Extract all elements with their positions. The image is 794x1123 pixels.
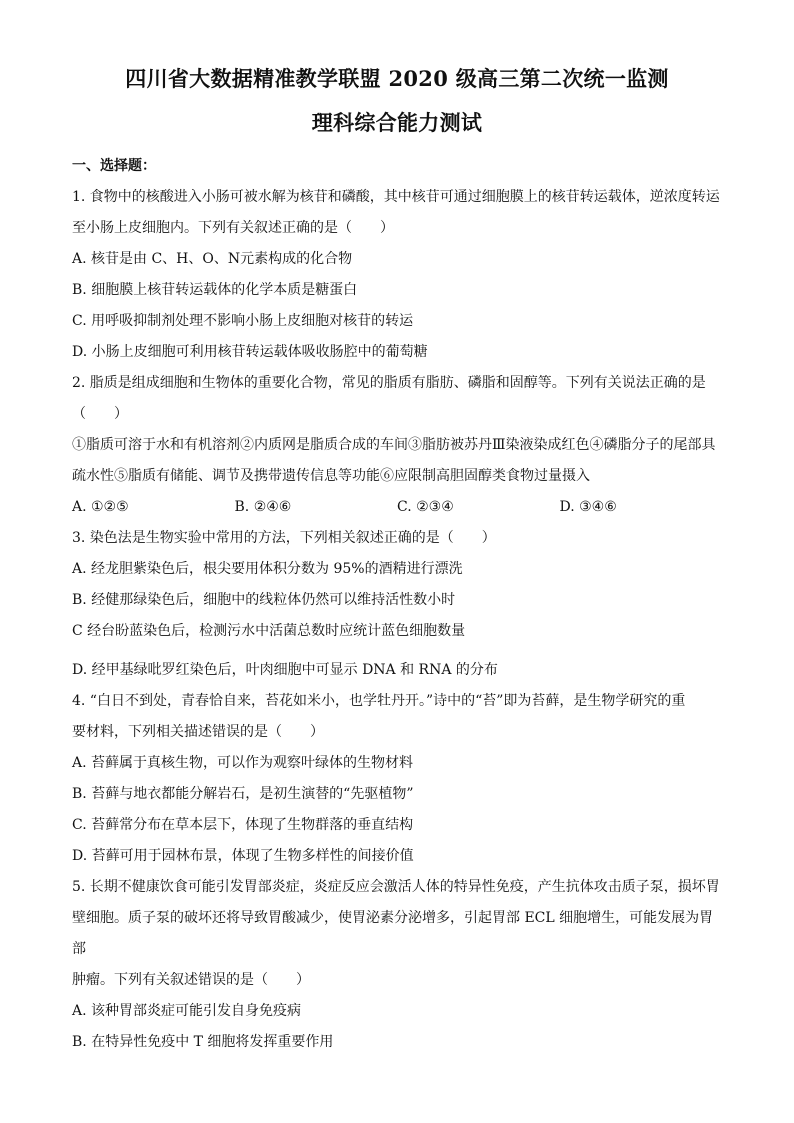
question-4-stem-line2: 要材料，下列相关描述错误的是（ ） [72,724,324,740]
question-3-stem: 3. 染色法是生物实验中常用的方法，下列相关叙述正确的是（ ） [72,530,496,546]
question-3-option-c: C 经台盼蓝染色后，检测污水中活菌总数时应统计蓝色细胞数量 [72,623,466,639]
question-1-stem-line2: 至小肠上皮细胞内。下列有关叙述正确的是（ ） [72,220,394,236]
question-1-option-d: D. 小肠上皮细胞可利用核苷转运载体吸收肠腔中的葡萄糖 [72,344,428,360]
question-2-option-a: A. ①②⑤ [72,499,129,515]
question-3-option-a: A. 经龙胆紫染色后，根尖要用体积分数为 95%的酒精进行漂洗 [72,561,463,577]
question-1-stem-line1: 1. 食物中的核酸进入小肠可被水解为核苷和磷酸，其中核苷可通过细胞膜上的核苷转运载体，逆浓度转运 [72,189,720,205]
question-2-options [72,492,722,523]
question-1-option-b: B. 细胞膜上核苷转运载体的化学本质是糖蛋白 [72,282,358,298]
question-5-stem-line2: 壁细胞。质子泵的破坏还将导致胃酸减少，使胃泌素分泌增多，引起胃部 ECL 细胞增生，可能发展为胃部 [72,910,714,957]
question-5-option-a: A. 该种胃部炎症可能引发自身免疫病 [72,1003,302,1019]
question-5-option-b: B. 在特异性免疫中 T 细胞将发挥重要作用 [72,1034,334,1050]
question-3 [72,523,722,686]
question-4 [72,686,722,872]
question-5 [72,872,722,1058]
question-4-option-d: D. 苔藓可用于园林布景，体现了生物多样性的间接价值 [72,848,414,864]
question-1 [72,182,722,368]
question-5-stem-line1: 5. 长期不健康饮食可能引发胃部炎症，炎症反应会激活人体的特异性免疫，产生抗体攻击质子泵，损坏胃 [72,879,720,895]
question-2-list-line2: 疏水性⑤脂质有储能、调节及携带遗传信息等功能⑥应限制高胆固醇类食物过量摄入 [72,468,590,484]
question-2-option-b: B. ②④⑥ [234,499,292,515]
question-4-option-c: C. 苔藓常分布在草本层下，体现了生物群落的垂直结构 [72,817,414,833]
question-2-option-c: C. ②③④ [397,499,454,515]
question-5-stem-line3: 肿瘤。下列有关叙述错误的是（ ） [72,972,310,988]
question-2 [72,368,722,523]
question-1-option-a: A. 核苷是由 C、H、O、N元素构成的化合物 [72,251,353,267]
question-2-list-line1: ①脂质可溶于水和有机溶剂②内质网是脂质合成的车间③脂肪被苏丹Ⅲ染液染成红色④磷脂分子的尾部具 [72,437,716,453]
question-1-option-c: C. 用呼吸抑制剂处理不影响小肠上皮细胞对核苷的转运 [72,313,414,329]
question-2-stem-line1: 2. 脂质是组成细胞和生物体的重要化合物，常见的脂质有脂肪、磷脂和固醇等。下列有关说法正确的是 [72,375,706,391]
question-2-stem-line2: （ ） [72,406,128,422]
exam-subtitle: 理科综合能力测试 [311,110,483,135]
question-4-option-a: A. 苔藓属于真核生物，可以作为观察叶绿体的生物材料 [72,755,414,771]
exam-title: 四川省大数据精准教学联盟 2020 级高三第二次统一监测 [125,66,669,91]
question-3-option-b: B. 经健那绿染色后，细胞中的线粒体仍然可以维持活性数小时 [72,592,456,608]
question-4-option-b: B. 苔藓与地衣都能分解岩石，是初生演替的“先驱植物” [72,786,414,802]
question-3-option-d: D. 经甲基绿吡罗红染色后，叶肉细胞中可显示 DNA 和 RNA 的分布 [72,662,498,678]
section-heading: 一、选择题： [72,158,156,174]
question-2-option-d: D. ③④⑥ [559,499,617,515]
question-4-stem-line1: 4. “白日不到处，青春恰自来，苔花如米小，也学牡丹开。”诗中的“苔”即为苔藓，是生物学研究的重 [72,693,686,709]
